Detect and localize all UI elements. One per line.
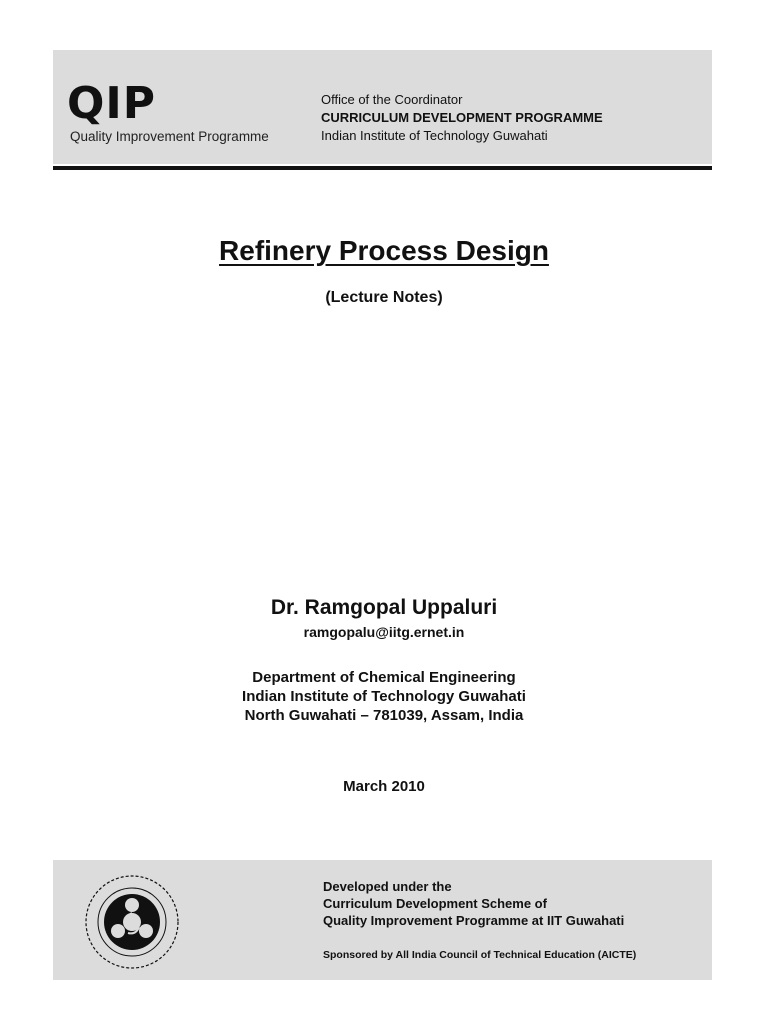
footer-line-2: Curriculum Development Scheme of <box>323 896 547 911</box>
department-line: Department of Chemical Engineering <box>252 669 516 686</box>
institute-line: Indian Institute of Technology Guwahati <box>321 128 548 143</box>
office-line: Office of the Coordinator <box>321 92 463 107</box>
location-line: North Guwahati – 781039, Assam, India <box>244 707 524 724</box>
office-block <box>321 91 603 145</box>
document-title: Refinery Process Design <box>219 235 549 266</box>
header-divider <box>53 166 712 170</box>
document-subtitle: (Lecture Notes) <box>325 289 443 306</box>
author-address <box>0 668 768 725</box>
author-email: ramgopalu@iitg.ernet.in <box>303 624 465 640</box>
institute-name-line: Indian Institute of Technology Guwahati <box>242 688 526 705</box>
qip-logo: QIP <box>67 78 157 129</box>
iit-guwahati-seal-icon <box>80 873 184 971</box>
document-date: March 2010 <box>343 778 425 795</box>
footer-line-3: Quality Improvement Programme at IIT Guwahati <box>323 913 625 928</box>
author-name: Dr. Ramgopal Uppaluri <box>270 596 498 619</box>
footer-description <box>323 878 624 929</box>
footer-sponsor: Sponsored by All India Council of Technical Education (AICTE) <box>323 949 637 961</box>
programme-line: CURRICULUM DEVELOPMENT PROGRAMME <box>321 110 603 125</box>
footer-line-1: Developed under the <box>323 879 452 894</box>
qip-logo-subtitle: Quality Improvement Programme <box>70 129 269 144</box>
